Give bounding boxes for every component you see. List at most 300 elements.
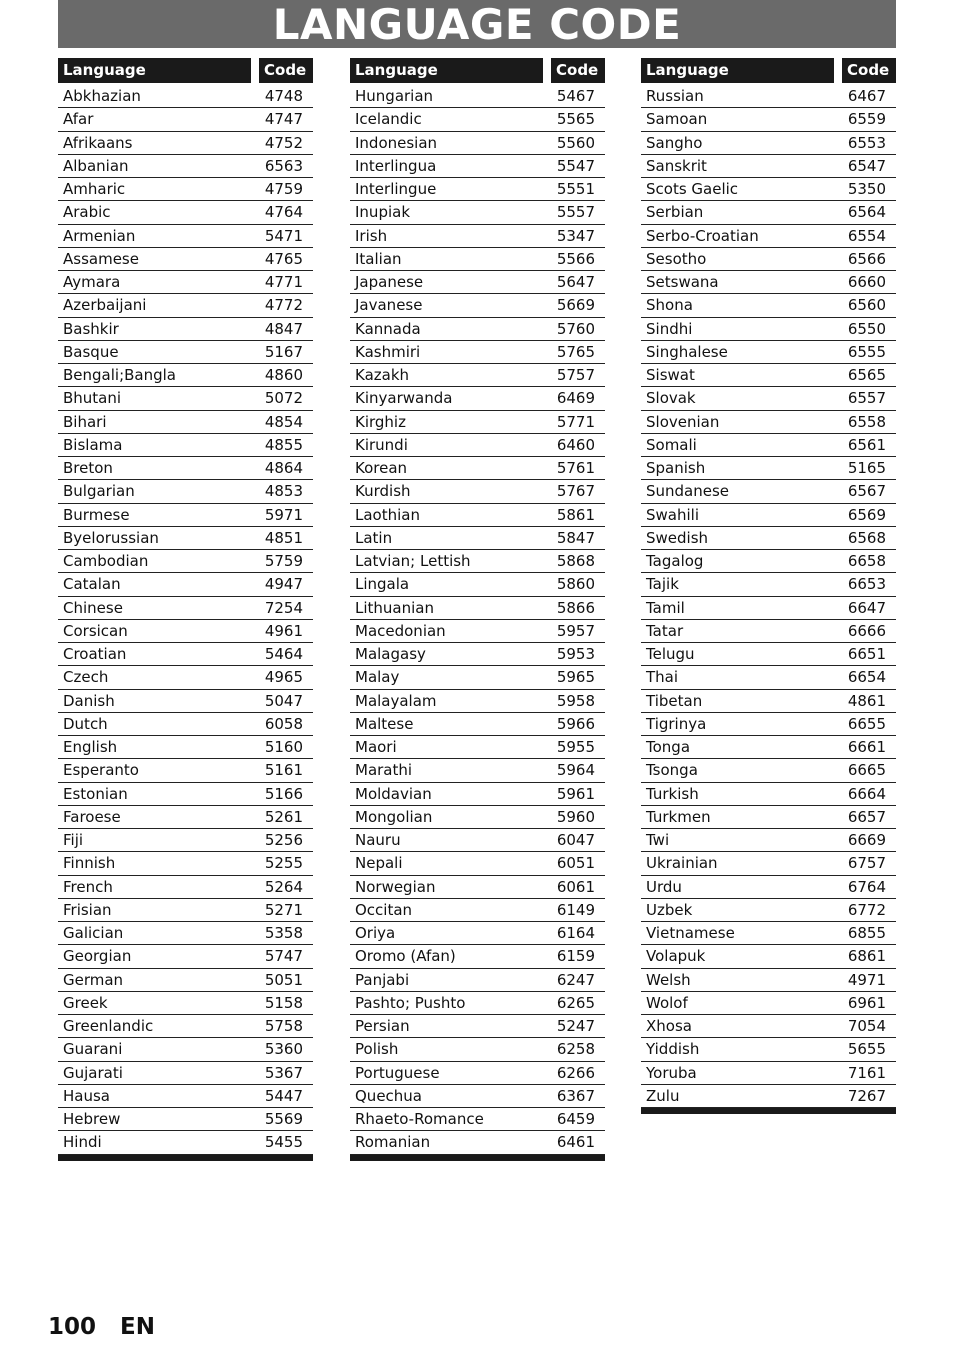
language-code: 5957 [556,621,595,640]
language-name: Latvian; Lettish [355,552,471,570]
language-code: 5964 [556,761,595,780]
table-header [58,58,313,83]
table-header [350,58,605,83]
language-name: Inupiak [355,203,411,222]
table-row [58,341,313,364]
language-table-2 [350,58,605,1161]
language-name: Danish [63,691,115,710]
language-code: 6658 [847,552,886,570]
language-code: 5455 [264,1133,303,1152]
table-row [350,992,605,1015]
language-code: 5051 [264,970,303,989]
language-name: Thai [646,668,679,687]
language-code: 6058 [264,714,303,733]
table-row [350,527,605,550]
page-language: EN [120,1314,155,1340]
language-name: Abkhazian [63,87,141,105]
language-name: Maori [355,738,397,756]
language-name: Sesotho [646,249,707,268]
language-code: 4765 [264,249,303,268]
language-code: 6550 [847,319,886,338]
language-name: Faroese [63,807,121,826]
table-row [350,434,605,457]
language-name: Tigrinya [646,714,707,733]
language-name: Albanian [63,156,129,175]
language-code: 6661 [847,738,886,756]
language-name: Hindi [63,1133,102,1152]
table-row [58,1085,313,1108]
language-code: 7254 [264,598,303,617]
table-row [641,85,896,108]
table-row [58,318,313,341]
language-name: Moldavian [355,784,432,803]
table-row [350,1085,605,1108]
language-name: Sindhi [646,319,693,338]
language-code: 6569 [847,505,886,524]
language-code: 5761 [556,459,595,477]
language-code: 6367 [556,1086,595,1105]
table-row [350,201,605,224]
language-name: Kirundi [355,435,408,454]
language-name: Persian [355,1017,410,1035]
language-name: Marathi [355,761,413,780]
language-name: Kannada [355,319,421,338]
table-end-rule [641,1108,896,1114]
language-name: Polish [355,1040,399,1059]
language-name: Vietnamese [646,924,735,942]
language-code: 6061 [556,877,595,896]
language-code: 5565 [556,110,595,129]
language-code: 5655 [847,1040,886,1059]
table-row [641,248,896,271]
table-row [350,504,605,527]
language-name: Oromo (Afan) [355,947,456,966]
language-code: 6647 [847,598,886,617]
table-row [641,643,896,666]
table-row [641,155,896,178]
table-row [350,573,605,596]
language-name: Tajik [646,575,679,594]
table-row [641,434,896,457]
language-name: Xhosa [646,1017,692,1035]
language-name: Arabic [63,203,111,222]
language-name: Afar [63,110,94,129]
language-name: Shona [646,296,693,315]
language-name: Ukrainian [646,854,718,873]
table-row [58,666,313,689]
language-name: Siswat [646,366,695,384]
table-row [641,876,896,899]
language-name: Tagalog [646,552,704,570]
language-name: Tsonga [646,761,698,780]
language-code: 6547 [847,156,886,175]
table-row [58,992,313,1015]
table-row [641,666,896,689]
language-code: 5447 [264,1086,303,1105]
language-name: Tibetan [646,691,703,710]
table-row [641,969,896,992]
table-row [350,713,605,736]
language-name: Scots Gaelic [646,180,739,198]
language-code: 5760 [556,319,595,338]
language-code: 6660 [847,273,886,291]
language-code: 4847 [264,319,303,338]
language-name: Interlingua [355,156,437,175]
table-row [641,1038,896,1061]
table-row [350,480,605,503]
language-code: 6553 [847,133,886,152]
language-name: Kinyarwanda [355,389,453,408]
language-name: Tamil [646,598,685,617]
language-code: 4771 [264,273,303,291]
table-row [641,573,896,596]
table-row [58,1131,313,1154]
language-name: Singhalese [646,342,728,361]
language-code: 4772 [264,296,303,315]
table-row [641,1015,896,1038]
language-code: 6469 [556,389,595,408]
language-code: 5757 [556,366,595,384]
table-row [58,85,313,108]
language-name: Turkish [646,784,699,803]
language-name: Guarani [63,1040,123,1059]
table-row [350,759,605,782]
table-row [350,876,605,899]
table-row [350,341,605,364]
table-row [58,132,313,155]
language-code: 6565 [847,366,886,384]
language-code: 6655 [847,714,886,733]
language-code: 5965 [556,668,595,687]
language-column-header: Language [641,58,834,83]
table-row [350,666,605,689]
language-name: Amharic [63,180,126,198]
language-name: Kirghiz [355,412,406,431]
language-name: Somali [646,435,697,454]
language-code: 6861 [847,947,886,966]
language-code: 6164 [556,924,595,942]
language-name: Breton [63,459,113,477]
language-name: Sundanese [646,482,730,501]
table-header [641,58,896,83]
language-name: Serbo-Croatian [646,226,759,245]
language-code: 5868 [556,552,595,570]
table-body [58,85,313,1155]
table-row [58,108,313,131]
language-name: Estonian [63,784,128,803]
language-code: 6258 [556,1040,595,1059]
language-table-1 [58,58,313,1161]
language-name: Rhaeto-Romance [355,1110,484,1128]
language-name: Esperanto [63,761,139,780]
language-name: Javanese [355,296,423,315]
language-name: Icelandic [355,110,422,129]
language-code: 5166 [264,784,303,803]
table-row [58,806,313,829]
language-code: 5160 [264,738,303,756]
table-row [641,527,896,550]
language-code: 4759 [264,180,303,198]
language-name: Aymara [63,273,121,291]
language-column-header: Language [58,58,251,83]
language-name: German [63,970,124,989]
language-name: Tatar [646,621,684,640]
table-row [58,550,313,573]
table-row [350,1108,605,1131]
language-code: 6559 [847,110,886,129]
language-code: 6772 [847,900,886,919]
language-code: 5765 [556,342,595,361]
language-name: Croatian [63,645,127,663]
language-name: Lithuanian [355,598,434,617]
code-column-header: Code [259,58,313,83]
table-row [58,1038,313,1061]
language-name: Spanish [646,459,706,477]
language-name: Nepali [355,854,403,873]
table-row [641,271,896,294]
table-row [58,155,313,178]
table-row [350,85,605,108]
language-name: Latin [355,528,393,547]
language-code: 5955 [556,738,595,756]
language-name: Slovak [646,389,696,408]
language-name: Fiji [63,831,84,849]
language-code: 5971 [264,505,303,524]
table-row [58,829,313,852]
language-code: 5165 [847,459,886,477]
table-end-rule [58,1155,313,1161]
table-row [350,643,605,666]
language-name: Macedonian [355,621,446,640]
language-code: 5072 [264,389,303,408]
language-name: Turkmen [646,807,711,826]
language-name: Twi [646,831,670,849]
language-code: 6961 [847,993,886,1012]
table-row [641,1085,896,1108]
code-column-header: Code [551,58,605,83]
language-name: Kazakh [355,366,410,384]
language-name: Bashkir [63,319,119,338]
language-code: 6560 [847,296,886,315]
language-code: 5669 [556,296,595,315]
language-name: Dutch [63,714,108,733]
table-row [350,294,605,317]
language-name: Italian [355,249,402,268]
table-row [58,457,313,480]
language-code: 4961 [264,621,303,640]
language-name: Serbian [646,203,704,222]
table-row [641,550,896,573]
language-name: Kashmiri [355,342,421,361]
language-name: Samoan [646,110,708,129]
language-code: 6149 [556,900,595,919]
language-name: Georgian [63,947,132,966]
language-name: Sanskrit [646,156,707,175]
table-row [350,620,605,643]
table-body [641,85,896,1108]
language-name: Setswana [646,273,719,291]
table-row [641,294,896,317]
language-code: 6047 [556,831,595,849]
language-name: Hebrew [63,1110,121,1128]
language-name: Corsican [63,621,128,640]
language-code: 5569 [264,1110,303,1128]
table-row [641,829,896,852]
language-name: Cambodian [63,552,149,570]
table-row [58,597,313,620]
language-name: Korean [355,459,408,477]
language-code: 6653 [847,575,886,594]
language-code: 5866 [556,598,595,617]
language-code: 5471 [264,226,303,245]
table-row [641,457,896,480]
language-code: 5861 [556,505,595,524]
language-name: Telugu [646,645,695,663]
language-name: Pashto; Pushto [355,993,466,1012]
language-name: Bislama [63,435,123,454]
language-code: 5767 [556,482,595,501]
language-name: Tonga [646,738,691,756]
table-row [641,411,896,434]
language-code: 6564 [847,203,886,222]
language-name: Frisian [63,900,112,919]
table-row [350,248,605,271]
language-name: Malay [355,668,400,687]
table-row [350,690,605,713]
language-code: 6266 [556,1063,595,1082]
language-code: 5255 [264,854,303,873]
language-name: Hungarian [355,87,434,105]
language-code: 5047 [264,691,303,710]
language-name: Gujarati [63,1063,123,1082]
language-name: Swedish [646,528,709,547]
language-code: 6459 [556,1110,595,1128]
table-row [58,899,313,922]
table-row [641,945,896,968]
language-name: Maltese [355,714,414,733]
table-row [58,294,313,317]
table-row [350,597,605,620]
language-code: 5350 [847,180,886,198]
table-row [350,155,605,178]
language-name: Galician [63,924,124,942]
language-code: 6561 [847,435,886,454]
table-row [641,225,896,248]
table-row [58,225,313,248]
table-row [350,922,605,945]
language-code: 5747 [264,947,303,966]
table-row [641,108,896,131]
language-code: 6558 [847,412,886,431]
table-row [350,783,605,806]
table-row [641,504,896,527]
table-row [58,945,313,968]
language-code: 5953 [556,645,595,663]
table-row [641,597,896,620]
table-row [350,1015,605,1038]
table-row [350,852,605,875]
language-name: Oriya [355,924,396,942]
language-code: 4747 [264,110,303,129]
table-row [641,341,896,364]
table-row [641,620,896,643]
table-row [58,411,313,434]
table-row [350,899,605,922]
language-code: 4855 [264,435,303,454]
language-code: 6764 [847,877,886,896]
language-code: 7054 [847,1017,886,1035]
page-number: 100 [48,1314,97,1340]
language-code: 6651 [847,645,886,663]
language-name: Lingala [355,575,410,594]
language-name: Uzbek [646,900,693,919]
table-row [350,225,605,248]
table-row [641,318,896,341]
language-code: 7267 [847,1086,886,1105]
table-row [641,690,896,713]
table-row [350,364,605,387]
language-name: Bhutani [63,389,122,408]
language-code: 5464 [264,645,303,663]
language-name: Interlingue [355,180,437,198]
language-code: 5358 [264,924,303,942]
language-name: Volapuk [646,947,706,966]
table-row [641,713,896,736]
language-code: 5551 [556,180,595,198]
language-code: 5758 [264,1017,303,1035]
language-code: 6664 [847,784,886,803]
table-row [58,480,313,503]
language-name: Afrikaans [63,133,133,152]
language-code: 4854 [264,412,303,431]
language-code: 4860 [264,366,303,384]
language-name: Greenlandic [63,1017,154,1035]
language-name: Armenian [63,226,136,245]
language-code: 6557 [847,389,886,408]
language-name: Mongolian [355,807,433,826]
table-end-rule [350,1155,605,1161]
table-row [350,806,605,829]
language-code: 6554 [847,226,886,245]
language-name: Bulgarian [63,482,135,501]
table-row [641,992,896,1015]
table-row [350,1038,605,1061]
table-row [58,620,313,643]
table-row [350,829,605,852]
language-name: Welsh [646,970,691,989]
language-name: Quechua [355,1086,422,1105]
table-row [350,411,605,434]
table-row [641,132,896,155]
language-name: Japanese [355,273,424,291]
language-code: 6265 [556,993,595,1012]
language-code: 6757 [847,854,886,873]
language-name: Hausa [63,1086,110,1105]
language-code: 4947 [264,575,303,594]
language-name: Panjabi [355,970,410,989]
language-name: Urdu [646,877,682,896]
language-name: Finnish [63,854,116,873]
language-code: 6247 [556,970,595,989]
table-row [58,852,313,875]
language-code: 5771 [556,412,595,431]
language-name: Chinese [63,598,123,617]
language-code: 5347 [556,226,595,245]
table-row [641,178,896,201]
table-row [58,759,313,782]
language-code: 4853 [264,482,303,501]
language-name: Burmese [63,505,130,524]
